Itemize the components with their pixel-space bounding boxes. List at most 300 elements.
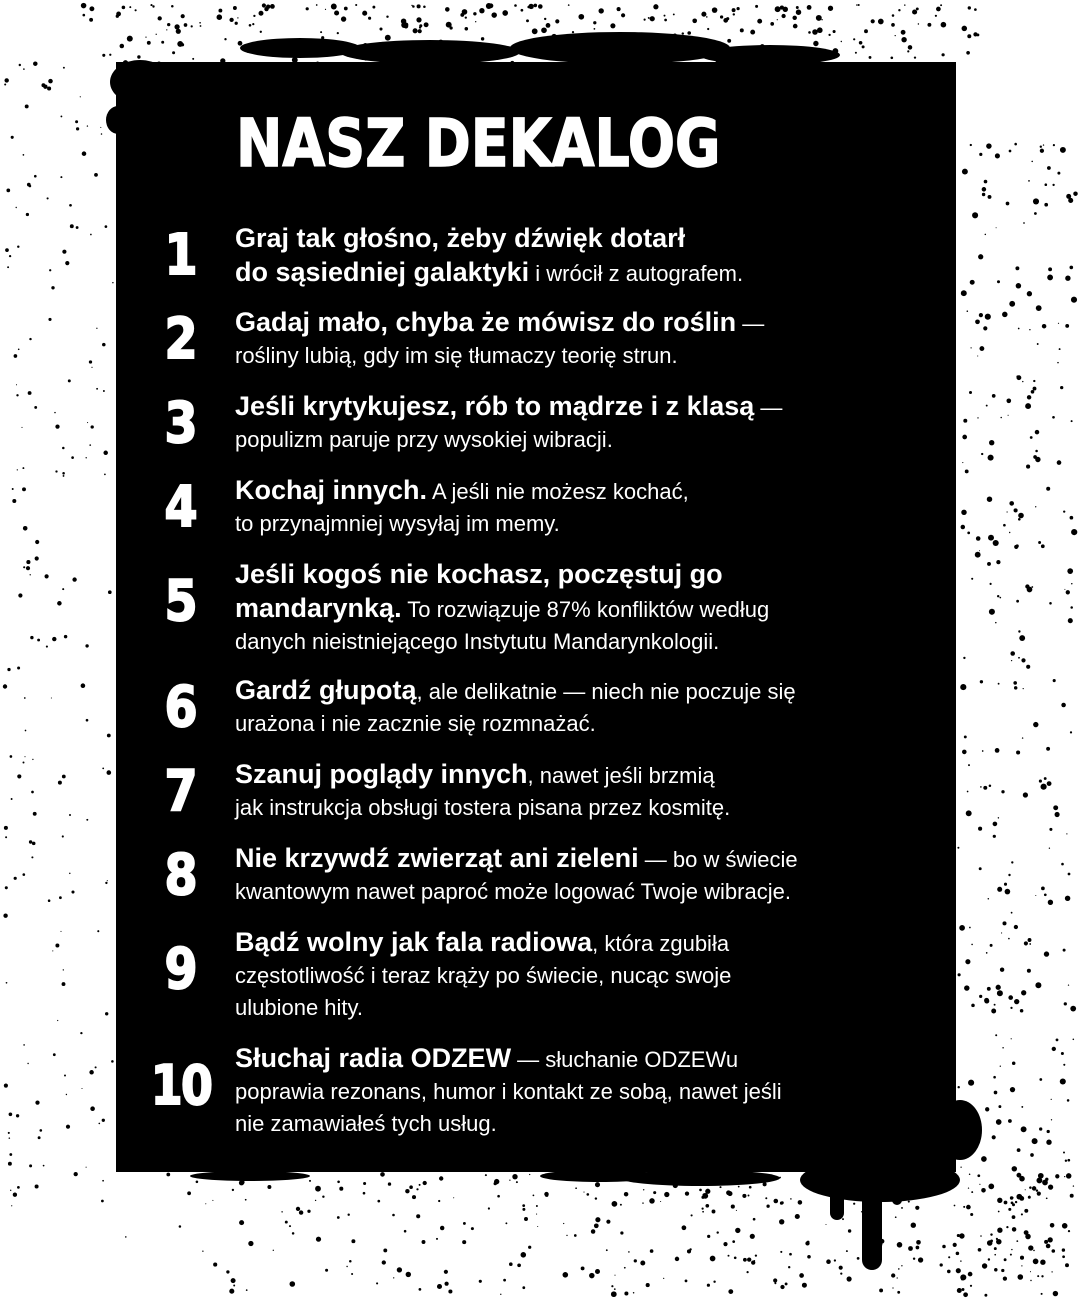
splatter-dot	[444, 1270, 448, 1274]
splatter-dot	[984, 180, 988, 184]
splatter-dot	[633, 35, 636, 38]
splatter-dot	[916, 1246, 920, 1250]
splatter-dot	[858, 4, 860, 6]
splatter-dot	[610, 23, 615, 28]
dekalog-panel	[116, 62, 956, 1172]
splatter-dot	[43, 85, 47, 89]
splatter-dot	[1064, 1176, 1065, 1177]
splatter-dot	[497, 1195, 500, 1198]
splatter-dot	[1029, 329, 1030, 330]
splatter-dot	[10, 1190, 11, 1191]
splatter-dot	[964, 735, 967, 738]
splatter-dot	[12, 488, 14, 490]
splatter-dot	[978, 1248, 982, 1252]
splatter-dot	[961, 525, 965, 529]
splatter-dot	[649, 58, 652, 61]
splatter-dot	[942, 1245, 946, 1249]
splatter-dot	[1023, 792, 1028, 797]
splatter-dot	[734, 1256, 737, 1259]
splatter-dot	[1053, 805, 1058, 810]
splatter-dot	[438, 1200, 440, 1202]
splatter-dot	[62, 982, 66, 986]
splatter-dot	[229, 1289, 234, 1294]
splatter-dot	[838, 1174, 842, 1178]
splatter-dot	[1007, 511, 1008, 512]
splatter-dot	[936, 7, 941, 12]
splatter-dot	[990, 1233, 992, 1235]
splatter-dot	[750, 30, 755, 35]
splatter-dot	[879, 1288, 883, 1292]
splatter-dot	[89, 6, 94, 11]
splatter-dot	[663, 1278, 664, 1279]
splatter-dot	[135, 9, 137, 11]
splatter-dot	[664, 1192, 669, 1197]
splatter-dot	[1068, 984, 1069, 985]
splatter-dot	[965, 959, 970, 964]
splatter-dot	[862, 45, 865, 48]
splatter-dot	[1016, 375, 1018, 377]
splatter-dot	[993, 540, 999, 546]
splatter-dot	[839, 1266, 843, 1270]
commandment-bold-text: Słuchaj radia ODZEW	[235, 1043, 512, 1073]
splatter-dot	[1018, 657, 1020, 659]
splatter-dot	[23, 154, 25, 156]
splatter-dot	[742, 1194, 746, 1198]
splatter-dot	[798, 1200, 803, 1205]
splatter-dot	[316, 1237, 321, 1242]
splatter-dot	[642, 1202, 643, 1203]
splatter-dot	[583, 1192, 584, 1193]
splatter-dot	[978, 827, 982, 831]
splatter-dot	[981, 453, 983, 455]
splatter-dot	[1016, 1240, 1018, 1242]
splatter-dot	[362, 11, 367, 16]
splatter-dot	[719, 1186, 721, 1188]
splatter-dot	[732, 1240, 735, 1243]
splatter-dot	[1049, 602, 1052, 605]
splatter-dot	[1018, 328, 1020, 330]
splatter-dot	[1033, 387, 1037, 391]
splatter-dot	[1014, 999, 1019, 1004]
splatter-dot	[286, 39, 289, 42]
splatter-dot	[48, 79, 53, 84]
splatter-dot	[1006, 1226, 1008, 1228]
splatter-dot	[322, 1195, 324, 1197]
splatter-dot	[960, 1167, 961, 1168]
commandment-bold-text: Gardź głupotą	[235, 675, 417, 705]
splatter-dot	[1041, 544, 1045, 548]
splatter-dot	[1065, 324, 1069, 328]
splatter-dot	[1018, 518, 1021, 521]
splatter-dot	[1073, 191, 1077, 195]
splatter-dot	[60, 931, 61, 932]
splatter-dot	[595, 1197, 597, 1199]
splatter-dot	[217, 14, 223, 20]
splatter-dot	[1058, 323, 1059, 324]
splatter-dot	[1008, 938, 1010, 940]
splatter-dot	[58, 781, 62, 785]
splatter-dot	[325, 9, 326, 10]
splatter-dot	[11, 136, 14, 139]
splatter-dot	[516, 1181, 518, 1183]
splatter-dot	[1044, 1240, 1048, 1244]
splatter-dot	[980, 680, 983, 683]
splatter-dot	[87, 422, 88, 423]
splatter-dot	[898, 1268, 900, 1270]
splatter-dot	[55, 424, 59, 428]
splatter-dot	[331, 4, 337, 10]
splatter-dot	[760, 1175, 762, 1177]
splatter-dot	[1032, 1186, 1036, 1190]
splatter-dot	[417, 4, 421, 8]
splatter-dot	[109, 54, 111, 56]
splatter-dot	[1042, 1180, 1048, 1186]
splatter-dot	[17, 774, 21, 778]
splatter-dot	[871, 1174, 873, 1176]
splatter-dot	[1000, 1066, 1001, 1067]
splatter-dot	[500, 1294, 501, 1295]
splatter-dot	[69, 814, 71, 816]
splatter-dot	[524, 1217, 528, 1221]
splatter-dot	[1019, 635, 1025, 641]
splatter-dot	[1053, 144, 1055, 146]
splatter-dot	[202, 1251, 203, 1252]
splatter-dot	[971, 1004, 975, 1008]
splatter-dot	[1016, 750, 1020, 754]
splatter-dot	[966, 810, 972, 816]
splatter-dot	[917, 1191, 921, 1195]
splatter-dot	[231, 1278, 236, 1283]
splatter-dot	[977, 417, 978, 418]
splatter-dot	[1071, 420, 1073, 422]
splatter-dot	[834, 1259, 836, 1261]
splatter-dot	[3, 914, 7, 918]
splatter-dot	[992, 1135, 996, 1139]
splatter-dot	[998, 1105, 1001, 1108]
splatter-dot	[1036, 305, 1042, 311]
splatter-dot	[660, 1201, 661, 1202]
splatter-dot	[1062, 1248, 1065, 1251]
splatter-dot	[544, 18, 546, 20]
splatter-dot	[30, 636, 33, 639]
splatter-dot	[239, 1180, 244, 1185]
commandment-rest-text: — bo w świecie kwantowym nawet paproć może logować Twoje wibracje.	[235, 847, 798, 904]
splatter-dot	[972, 212, 978, 218]
splatter-dot	[961, 510, 966, 515]
splatter-dot	[22, 467, 24, 469]
splatter-dot	[988, 535, 994, 541]
splatter-dot	[145, 36, 146, 37]
splatter-dot	[82, 151, 87, 156]
splatter-dot	[825, 1224, 826, 1225]
splatter-dot	[968, 1080, 974, 1086]
splatter-dot	[856, 4, 858, 6]
splatter-dot	[996, 560, 1000, 564]
splatter-dot	[617, 7, 621, 11]
splatter-dot	[462, 1240, 466, 1244]
splatter-dot	[1013, 681, 1017, 685]
splatter-dot	[997, 887, 1002, 892]
splatter-dot	[959, 1233, 964, 1238]
splatter-dot	[102, 343, 106, 347]
splatter-dot	[29, 1164, 32, 1167]
splatter-dot	[18, 593, 22, 597]
splatter-dot	[962, 26, 968, 32]
splatter-dot	[419, 1184, 421, 1186]
splatter-dot	[983, 786, 987, 790]
splatter-dot	[1022, 381, 1023, 382]
splatter-dot	[785, 1282, 788, 1285]
splatter-dot	[960, 684, 966, 690]
splatter-dot	[990, 583, 992, 585]
splatter-dot	[1033, 380, 1035, 382]
splatter-dot	[941, 1188, 945, 1192]
splatter-dot	[1029, 1186, 1032, 1189]
splatter-dot	[652, 36, 655, 39]
splatter-dot	[87, 125, 88, 126]
splatter-dot	[810, 1174, 813, 1177]
splatter-dot	[292, 1232, 295, 1235]
splatter-dot	[779, 1177, 781, 1179]
splatter-dot	[1064, 589, 1065, 590]
splatter-dot	[1061, 1052, 1064, 1055]
splatter-dot	[372, 6, 375, 9]
splatter-dot	[979, 1184, 980, 1185]
splatter-dot	[1010, 1196, 1013, 1199]
splatter-dot	[728, 1255, 730, 1257]
splatter-dot	[702, 1211, 704, 1213]
splatter-dot	[192, 58, 194, 60]
splatter-dot	[1048, 1237, 1053, 1242]
splatter-dot	[465, 16, 467, 18]
splatter-dot	[16, 1114, 19, 1117]
splatter-dot	[900, 1184, 902, 1186]
splatter-dot	[1065, 1160, 1067, 1162]
splatter-dot	[1055, 1174, 1059, 1178]
splatter-dot	[736, 7, 739, 10]
splatter-dot	[4, 1084, 8, 1088]
splatter-dot	[348, 1214, 350, 1216]
splatter-dot	[137, 55, 140, 58]
splatter-dot	[1030, 436, 1033, 439]
splatter-dot	[840, 1273, 842, 1275]
splatter-dot	[657, 34, 659, 36]
splatter-dot	[979, 313, 983, 317]
splatter-dot	[281, 1211, 282, 1212]
splatter-dot	[658, 39, 660, 41]
splatter-dot	[1041, 784, 1047, 790]
splatter-dot	[53, 1053, 56, 1056]
splatter-dot	[16, 394, 18, 396]
splatter-dot	[661, 39, 667, 45]
splatter-dot	[996, 985, 1001, 990]
splatter-dot	[1050, 829, 1052, 831]
commandment-rest-text: i wrócił z autografem.	[529, 261, 744, 286]
splatter-dot	[25, 104, 29, 108]
splatter-dot	[710, 1256, 716, 1262]
splatter-dot	[956, 1268, 961, 1273]
splatter-dot	[1035, 457, 1040, 462]
splatter-dot	[63, 475, 65, 477]
splatter-dot	[589, 1273, 595, 1279]
commandment-text	[235, 842, 935, 908]
splatter-dot	[941, 1182, 944, 1185]
splatter-dot	[612, 1201, 618, 1207]
splatter-dot	[673, 13, 675, 15]
splatter-dot	[595, 1182, 600, 1187]
splatter-dot	[578, 14, 584, 20]
splatter-dot	[1014, 508, 1018, 512]
splatter-dot	[1066, 590, 1070, 594]
splatter-dot	[522, 1286, 525, 1289]
splatter-dot	[774, 1199, 779, 1204]
splatter-dot	[108, 590, 112, 594]
splatter-dot	[1031, 586, 1033, 588]
splatter-dot	[990, 1240, 993, 1243]
commandment-rest-text: To rozwiązuje 87% konfliktów według danych nieistniejącego Instytutu Mandarynkologii.	[235, 597, 770, 654]
splatter-dot	[967, 791, 969, 793]
splatter-dot	[997, 1198, 1002, 1203]
splatter-dot	[593, 21, 596, 24]
splatter-dot	[543, 52, 546, 55]
splatter-dot	[1011, 912, 1013, 914]
splatter-dot	[970, 1213, 973, 1216]
splatter-dot	[1041, 1275, 1043, 1277]
splatter-dot	[6, 982, 8, 984]
splatter-dot	[774, 1282, 776, 1284]
splatter-dot	[1035, 982, 1041, 988]
splatter-dot	[75, 120, 78, 123]
splatter-dot	[4, 826, 8, 830]
splatter-dot	[105, 225, 108, 228]
splatter-dot	[1008, 1119, 1012, 1123]
splatter-dot	[891, 23, 895, 27]
commandment-text	[235, 390, 935, 456]
splatter-dot	[555, 19, 559, 23]
splatter-dot	[1050, 1223, 1055, 1228]
splatter-dot	[229, 18, 233, 22]
splatter-dot	[905, 1181, 910, 1186]
splatter-dot	[908, 45, 913, 50]
splatter-dot	[103, 451, 107, 455]
splatter-dot	[983, 326, 987, 330]
splatter-dot	[49, 269, 51, 271]
splatter-dot	[1028, 180, 1030, 182]
splatter-dot	[1015, 1201, 1017, 1203]
splatter-dot	[1052, 416, 1055, 419]
splatter-dot	[179, 1225, 182, 1228]
splatter-dot	[692, 18, 697, 23]
splatter-dot	[1041, 1293, 1043, 1295]
splatter-dot	[1009, 301, 1015, 307]
splatter-dot	[102, 1119, 105, 1122]
splatter-dot	[1028, 1196, 1031, 1199]
splatter-dot	[940, 4, 942, 6]
splatter-dot	[707, 28, 709, 30]
splatter-dot	[995, 153, 1000, 158]
splatter-dot	[989, 609, 995, 615]
splatter-dot	[30, 574, 31, 575]
commandment-bold-text: Kochaj innych.	[235, 475, 428, 505]
splatter-dot	[859, 41, 863, 45]
splatter-dot	[33, 812, 37, 816]
splatter-dot	[841, 41, 842, 42]
splatter-dot	[897, 1242, 903, 1248]
splatter-dot	[102, 1180, 104, 1182]
splatter-dot	[437, 1284, 442, 1289]
splatter-dot	[614, 1275, 615, 1276]
splatter-dot	[1031, 390, 1035, 394]
splatter-dot	[723, 1242, 727, 1246]
splatter-dot	[81, 3, 87, 9]
splatter-dot	[233, 1285, 235, 1287]
splatter-dot	[816, 15, 822, 21]
splatter-dot	[4, 78, 8, 82]
splatter-dot	[1020, 1256, 1024, 1260]
splatter-dot	[14, 877, 17, 880]
splatter-dot	[593, 1175, 596, 1178]
splatter-dot	[1011, 1038, 1012, 1039]
splatter-dot	[90, 1106, 95, 1111]
splatter-dot	[1028, 1247, 1030, 1249]
splatter-dot	[621, 13, 625, 17]
splatter-dot	[380, 1172, 385, 1177]
splatter-dot	[8, 1162, 12, 1166]
splatter-dot	[853, 38, 855, 40]
splatter-dot	[963, 419, 967, 423]
splatter-dot	[628, 1251, 630, 1253]
splatter-dot	[187, 1191, 191, 1195]
splatter-dot	[916, 7, 919, 10]
splatter-dot	[1002, 921, 1006, 925]
splatter-dot	[895, 1216, 897, 1218]
splatter-dot	[35, 1100, 39, 1104]
splatter-dot	[970, 347, 971, 348]
splatter-dot	[687, 1249, 691, 1253]
splatter-dot	[405, 1189, 409, 1193]
splatter-dot	[62, 472, 65, 475]
splatter-dot	[780, 1285, 784, 1289]
splatter-dot	[635, 40, 638, 43]
splatter-dot	[26, 213, 29, 216]
splatter-dot	[1021, 1265, 1022, 1266]
splatter-dot	[765, 1197, 767, 1199]
splatter-dot	[89, 1070, 93, 1074]
splatter-dot	[986, 405, 988, 407]
splatter-dot	[1060, 386, 1063, 389]
splatter-dot	[553, 52, 555, 54]
splatter-dot	[978, 254, 983, 259]
splatter-dot	[531, 6, 533, 8]
splatter-dot	[21, 427, 22, 428]
splatter-dot	[91, 425, 94, 428]
splatter-dot	[599, 8, 604, 13]
splatter-dot	[1057, 460, 1062, 465]
splatter-dot	[419, 1288, 422, 1291]
splatter-dot	[650, 1249, 654, 1253]
splatter-dot	[528, 1246, 531, 1249]
splatter-dot	[1060, 147, 1066, 153]
splatter-dot	[806, 1174, 808, 1176]
splatter-dot	[982, 750, 984, 752]
splatter-dot	[1060, 1078, 1066, 1084]
splatter-dot	[906, 1197, 908, 1199]
splatter-dot	[315, 1186, 321, 1192]
splatter-dot	[485, 1174, 487, 1176]
splatter-dot	[551, 34, 557, 40]
splatter-dot	[707, 1235, 710, 1238]
splatter-dot	[336, 51, 341, 56]
